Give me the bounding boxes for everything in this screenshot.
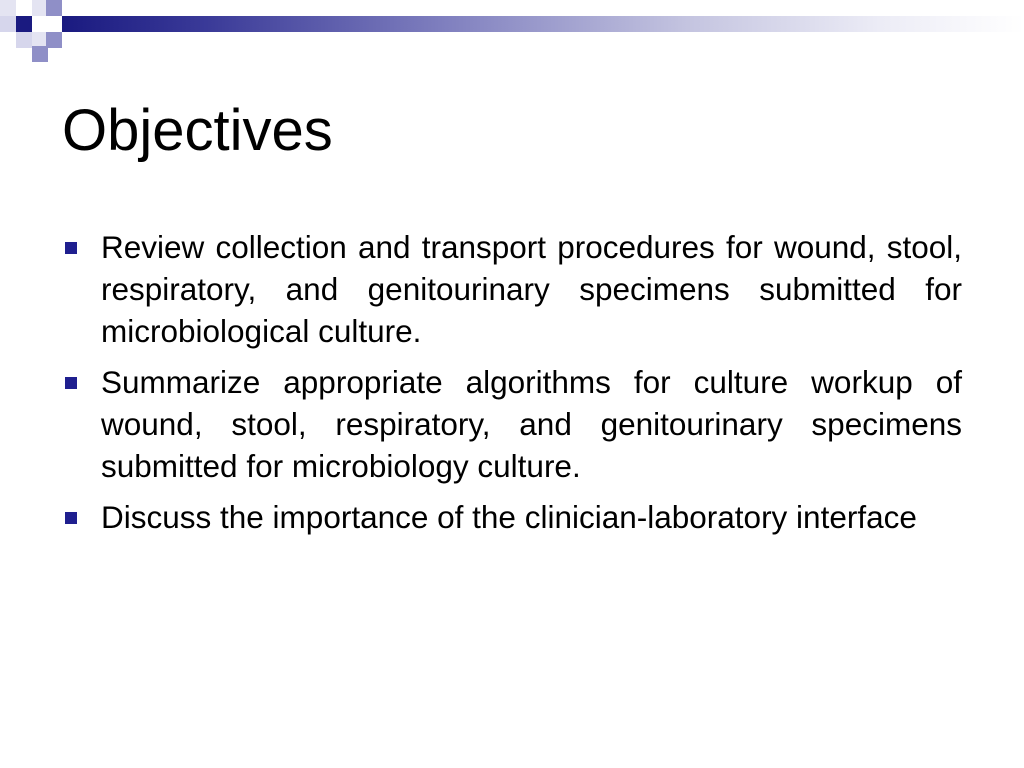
- decor-square: [16, 32, 32, 48]
- decor-square: [0, 0, 16, 16]
- decor-square: [46, 32, 62, 48]
- bullet-item: [62, 361, 962, 487]
- slide-title: Objectives: [62, 98, 333, 163]
- bullet-text: Summarize appropriate algorithms for culture workup of wound, stool, respiratory, and genitourinary specimens submitted for microbiology culture.: [101, 364, 962, 484]
- decor-square: [16, 16, 32, 32]
- bullet-item: [62, 496, 962, 538]
- bullet-text: Discuss the importance of the clinician-laboratory interface: [101, 499, 917, 535]
- header-gradient-bar: [62, 16, 1024, 32]
- bullet-list: [62, 226, 962, 547]
- decor-square: [32, 46, 48, 62]
- square-bullet-icon: [65, 377, 77, 389]
- decor-square: [46, 0, 62, 16]
- square-bullet-icon: [65, 242, 77, 254]
- decor-square: [0, 16, 16, 32]
- header-decoration: [0, 0, 1024, 62]
- square-bullet-icon: [65, 512, 77, 524]
- bullet-item: [62, 226, 962, 352]
- bullet-text: Review collection and transport procedures for wound, stool, respiratory, and genitourinary specimens submitted for microbiological culture.: [101, 229, 962, 349]
